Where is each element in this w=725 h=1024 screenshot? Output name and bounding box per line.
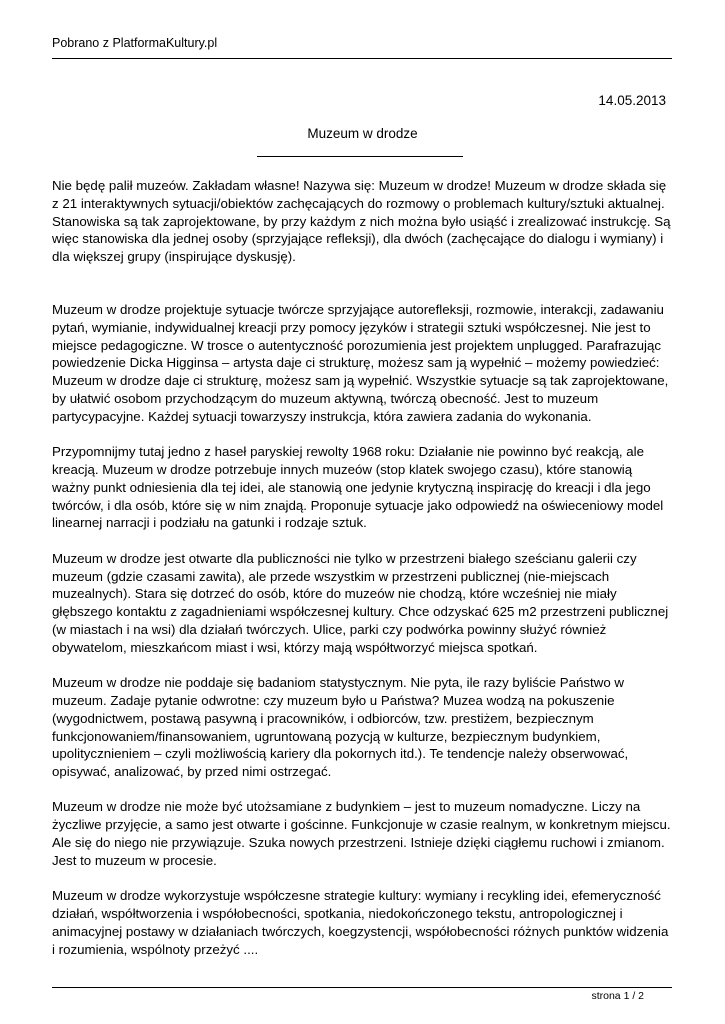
header-divider xyxy=(52,58,672,59)
paragraph-4: Muzeum w drodze jest otwarte dla publiczności nie tylko w przestrzeni białego sześcianu galerii czy muzeum (gdzie czasami zawita), ale przede wszystkim w przestrzeni publicznej (nie-miejscach muzealnych). Stara się dotrzeć do osób, które do muzeów nie chodzą, które wcześniej nie miały głębszego kontaktu z zagadnieniami współczesnej kultury. Chce odzyskać 625 m2 przestrzeni publicznej (w miastach i na wsi) dla działań twórczych. Ulice, parki czy podwórka powinny służyć również obywatelom, mieszkańcom miast i wsi, którzy mają współtworzyć miejsca spotkań. xyxy=(52,550,669,655)
document-date: 14.05.2013 xyxy=(598,93,666,108)
title-underline xyxy=(257,156,463,157)
paragraph-6: Muzeum w drodze nie może być utożsamiane z budynkiem – jest to muzeum nomadyczne. Liczy na życzliwe przyjęcie, a samo jest otwarte i gościnne. Funkcjonuje w czasie realnym, w konkretnym miejscu. Ale się do niego nie przywiązuje. Szuka nowych przestrzeni. Istnieje dzięki ciągłemu ruchowi i zmianom. Jest to muzeum w procesie. xyxy=(52,799,671,868)
paragraph-5: Muzeum w drodze nie poddaje się badaniom statystycznym. Nie pyta, ile razy byliście Państwo w muzeum. Zadaje pytanie odwrotne: czy muzeum było u Państwa? Muzea wodzą na pokuszenie (wygodnictwem, postawą pasywną i pracowników, i odbiorców, tzw. prestiżem, bezpiecznym funkcjonowaniem/finansowaniem, ugruntowaną pozycją w kulturze, bezpiecznym budynkiem, upolitycznieniem – czyli możliwością kariery dla pokornych itd.). Te tendencje należy obserwować, opisywać, analizować, by przed nimi ostrzegać. xyxy=(52,675,629,780)
paragraph-1: Nie będę palił muzeów. Zakładam własne! Nazywa się: Muzeum w drodze! Muzeum w drodze składa się z 21 interaktywnych sytuacji/obiektów zachęcających do rozmowy o problemach kultury/sztuki aktualnej. Stanowiska są tak zaprojektowane, by przy każdym z nich można było usiąść i zrealizować instrukcję. Są więc stanowiska dla jednej osoby (sprzyjające refleksji), dla dwóch (zachęcające do dialogu i wymiany) i dla większej grupy (inspirujące dyskusję). xyxy=(52,178,671,265)
document-title: Muzeum w drodze xyxy=(307,126,418,141)
page-number: strona 1 / 2 xyxy=(591,990,644,1002)
document-body xyxy=(52,177,672,958)
footer-divider xyxy=(52,987,672,988)
paragraph-2: Muzeum w drodze projektuje sytuacje twórcze sprzyjające autorefleksji, rozmowie, interakcji, zadawaniu pytań, wymianie, indywidualnej kreacji przy pomocy języków i strategii sztuki współczesnej. Nie jest to miejsce pedagogiczne. W trosce o autentyczność porozumienia jest projektem unplugged. Parafrazując powiedzenie Dicka Higginsa – artysta daje ci strukturę, możesz sam ją wypełnić – możemy powiedzieć: Muzeum w drodze daje ci strukturę, możesz sam ją wypełnić. Wszystkie sytuacje są tak zaprojektowane, by ułatwić osobom przychodzącym do muzeum aktywną, twórczą obecność. Jest to muzeum partycypacyjne. Każdej sytuacji towarzyszy instrukcja, która zawiera zadania do wykonania. xyxy=(52,301,669,424)
page-header-source: Pobrano z PlatformaKultury.pl xyxy=(52,36,218,50)
paragraph-3: Przypomnijmy tutaj jedno z haseł paryskiej rewolty 1968 roku: Działanie nie powinno być reakcją, ale kreacją. Muzeum w drodze potrzebuje innych muzeów (stop klatek swojego czasu), które stanowią ważny punkt odniesienia dla tej idei, ale stanowią one jedynie krytyczną inspirację do kreacji i dla jego twórców, i dla osób, które się w nim znajdą. Proponuje sytuacje jako odpowiedź na oświeceniowy model linearnej narracji i podziału na gatunki i rodzaje sztuk. xyxy=(52,444,664,531)
paragraph-7: Muzeum w drodze wykorzystuje współczesne strategie kultury: wymiany i recykling idei, efemeryczność działań, współtworzenia i współobecności, spotkania, niedokończonego tekstu, antropologicznej i animacyjnej postawy w działaniach twórczych, koegzystencji, współobecności różnych punktów widzenia i rozumienia, wspólnoty przeżyć .... xyxy=(52,888,669,957)
